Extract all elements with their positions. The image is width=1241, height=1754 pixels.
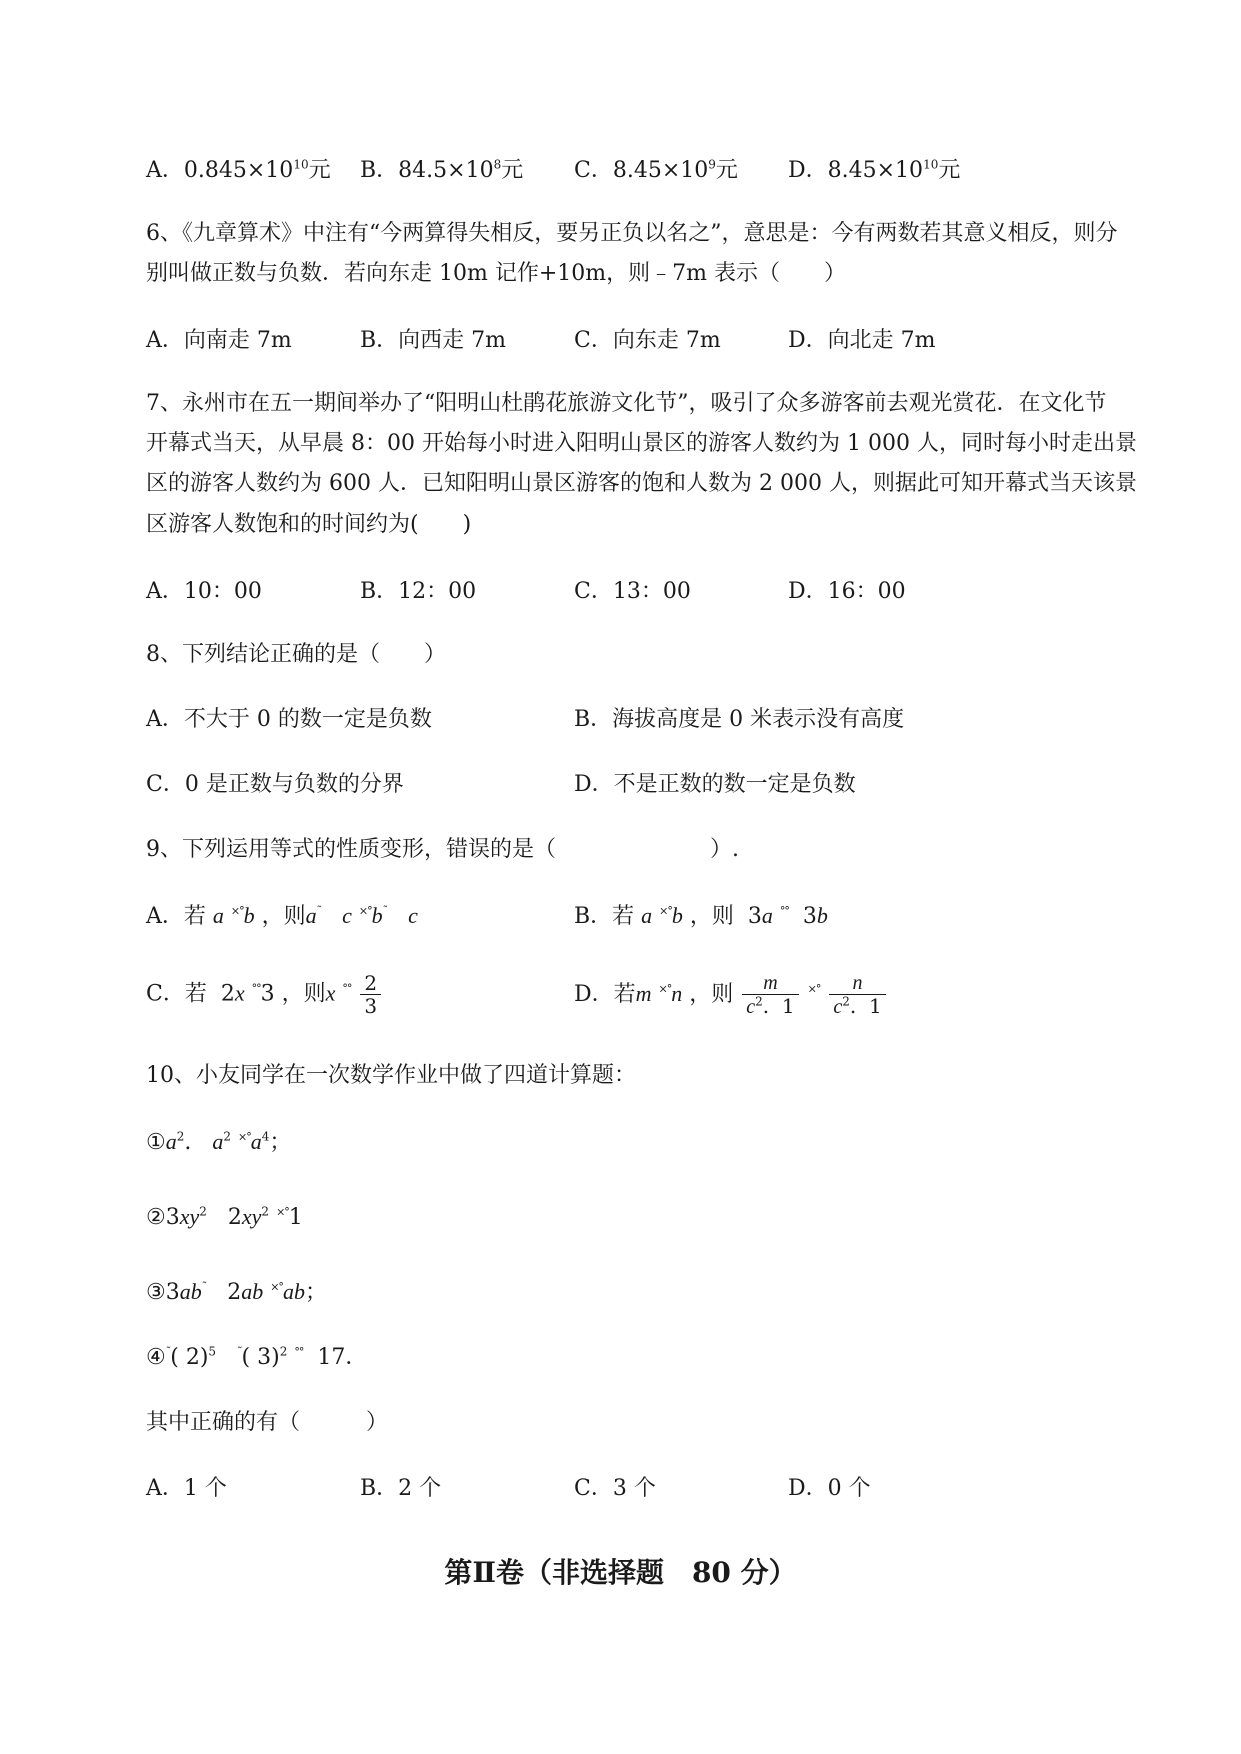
q9-option-b: B．若 a ×°b ，则 3a °° 3b (574, 903, 828, 929)
q6-option-c: C．向东走 7m (574, 328, 721, 353)
q8-option-c: C．0 是正数与负数的分界 (146, 772, 404, 797)
q10-option-a: A．1 个 (146, 1476, 227, 1501)
q9-option-c: C．若 2x °°3 ，则x °° $\frac{2}{3}$ (146, 972, 383, 1017)
q9-option-a: A．若 a ×°b ，则a˜ c ×°b˜ c (146, 903, 418, 929)
q7-stem-line4: 区游客人数饱和的时间约为( ) (146, 512, 472, 537)
q10-question: 其中正确的有（ ） (146, 1410, 389, 1435)
q9-stem: 9、下列运用等式的性质变形，错误的是（ ）. (146, 837, 739, 862)
q7-stem-line2: 开幕式当天，从早晨 8：00 开始每小时进入阳明山景区的游客人数约为 1 000 人，同时每小时走出景 (146, 431, 1137, 456)
q10-item-1: $①a^2$. $a^2$ $^{\times^\circ}a^4$； (146, 1129, 292, 1155)
q6-option-d: D．向北走 7m (788, 328, 936, 353)
q7-stem-line1: 7、永州市在五一期间举办了“阳明山杜鹃花旅游文化节”，吸引了众多游客前去观光赏花．在文化节 (146, 391, 1107, 416)
section-title: 第Ⅱ卷（非选择题 80 分） (444, 1556, 797, 1589)
q7-option-c: C．13：00 (574, 579, 691, 604)
q9-option-d: D．若m ×°n ，则 $\frac{m}{c^2. 1}$ ×° $\frac{n}{c^2. 1}$ (574, 972, 888, 1018)
q10-option-b: B．2 个 (360, 1476, 442, 1501)
q6-option-a: A．向南走 7m (146, 328, 292, 353)
q8-option-d: D．不是正数的数一定是负数 (574, 772, 856, 797)
q10-item-3: ③3ab˜ 2ab ×°ab； (146, 1279, 327, 1305)
q10-option-c: C．3 个 (574, 1476, 656, 1501)
q5-option-b: B．$84.5\times 10^8$元 (360, 157, 524, 183)
q6-stem-line1: 6、《九章算术》中注有“今两算得失相反，要另正负以名之”，意思是：今有两数若其意义相反，则分 (146, 221, 1118, 246)
q10-item-2: $②3xy^2$ $2xy^2$ ×°1 (146, 1204, 303, 1230)
q10-option-d: D．0 个 (788, 1476, 871, 1501)
q8-option-b: B．海拔高度是 0 米表示没有高度 (574, 707, 905, 732)
q8-option-a: A．不大于 0 的数一定是负数 (146, 707, 432, 732)
q6-stem-line2: 别叫做正数与负数．若向东走 10m 记作+10m，则﹣7m 表示（ ） (146, 261, 846, 286)
q5-option-c: C．$8.45\times 10^9$元 (574, 157, 738, 183)
q10-item-4: ④˜( 2)$^5$ ˜( 3)$^2$ °° 17． (146, 1344, 368, 1370)
q5-option-d: D．$8.45\times 10^{10}$元 (788, 157, 961, 183)
q10-stem: 10、小友同学在一次数学作业中做了四道计算题： (146, 1063, 636, 1088)
q7-option-b: B．12：00 (360, 579, 477, 604)
q7-option-d: D．16：00 (788, 579, 906, 604)
q6-option-b: B．向西走 7m (360, 328, 507, 353)
q9-fraction-2-3: $\frac{2}{3}$ (360, 972, 381, 1017)
q9-fraction-n: $\frac{n}{c^2. 1}$ (829, 972, 885, 1018)
q8-stem: 8、下列结论正确的是（ ） (146, 642, 446, 667)
q7-stem-line3: 区的游客人数约为 600 人．已知阳明山景区游客的饱和人数为 2 000 人，则据此可知开幕式当天该景 (146, 471, 1137, 496)
q7-option-a: A．10：00 (146, 579, 262, 604)
q5-option-a: A．$0.845\times 10^{10}$元 (146, 157, 331, 183)
q9-fraction-m: $\frac{m}{c^2. 1}$ (742, 972, 798, 1018)
